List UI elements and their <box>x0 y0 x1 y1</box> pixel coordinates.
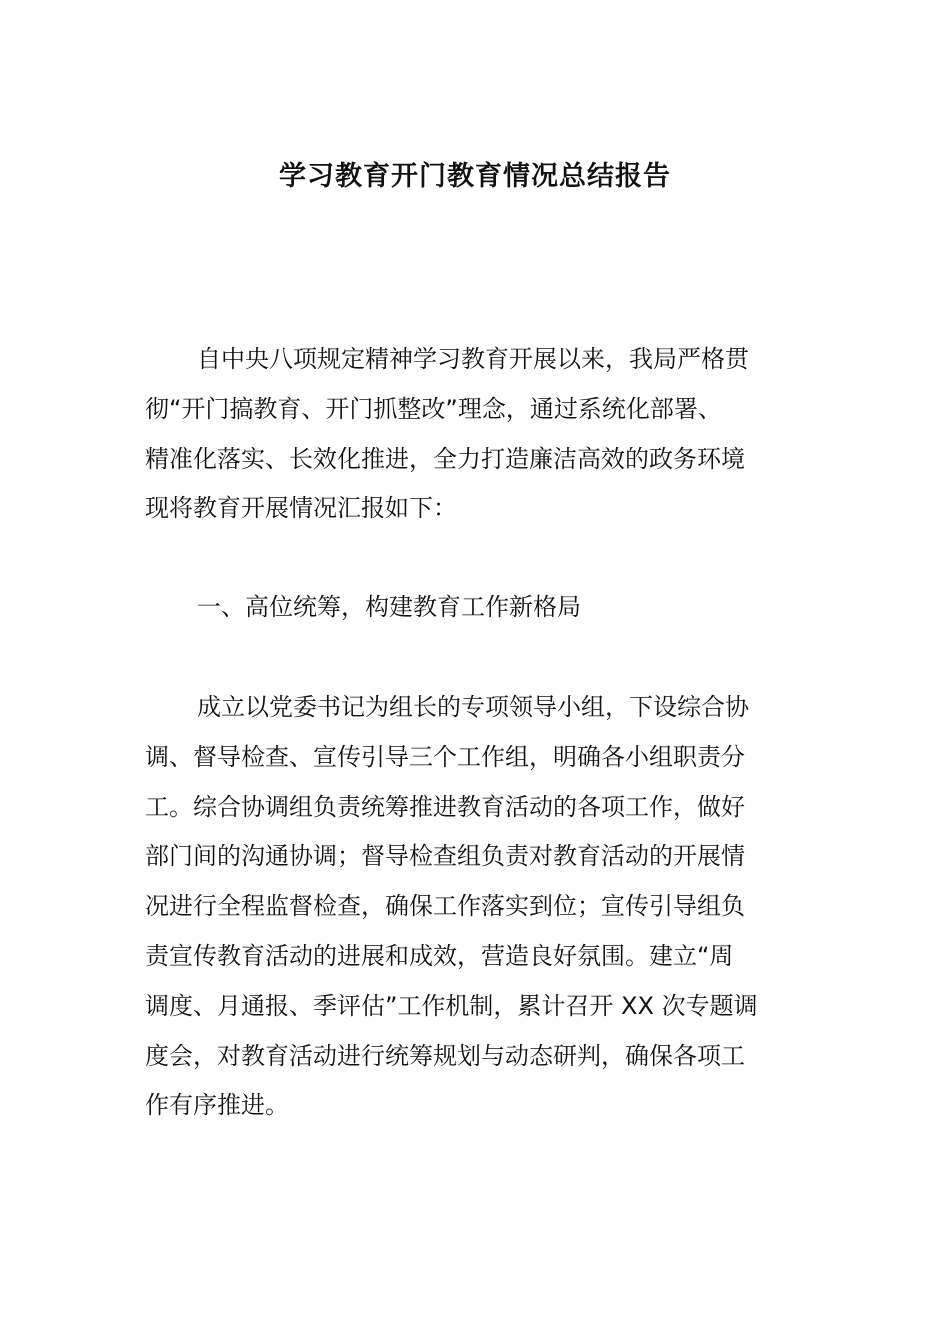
section-heading-text: 一、高位统筹，构建教育工作新格局 <box>197 593 581 621</box>
body-line: 责宣传教育活动的进展和成效，营造良好氛围。建立“周 <box>145 941 734 970</box>
body-line: 作有序推进。 <box>145 1091 289 1120</box>
body-line: 部门间的沟通协调；督导检查组负责对教育活动的开展情 <box>145 842 745 871</box>
intro-line: 彻“开门搞教育、开门抓整改”理念，通过系统化部署、 <box>145 394 722 423</box>
section-body-paragraph <box>145 683 807 1131</box>
body-line: 工。综合协调组负责统筹推进教育活动的各项工作，做好 <box>145 792 745 821</box>
body-line: 况进行全程监督检查，确保工作落实到位；宣传引导组负 <box>145 892 745 921</box>
intro-line: 自中央八项规定精神学习教育开展以来，我局严格贯 <box>197 345 749 373</box>
body-line: 成立以党委书记为组长的专项领导小组，下设综合协 <box>197 693 749 721</box>
body-line: 度会，对教育活动进行统筹规划与动态研判，确保各项工 <box>145 1041 745 1070</box>
body-line: 调、督导检查、宣传引导三个工作组，明确各小组职责分 <box>145 742 745 771</box>
intro-line: 现将教育开展情况汇报如下： <box>145 494 457 523</box>
intro-paragraph <box>145 335 807 534</box>
intro-line: 精准化落实、长效化推进，全力打造廉洁高效的政务环境 <box>145 444 745 473</box>
document-title: 学习教育开门教育情况总结报告 <box>279 161 671 192</box>
body-line: 调度、月通报、季评估”工作机制，累计召开 XX 次专题调 <box>145 991 758 1020</box>
section-heading <box>145 583 807 633</box>
